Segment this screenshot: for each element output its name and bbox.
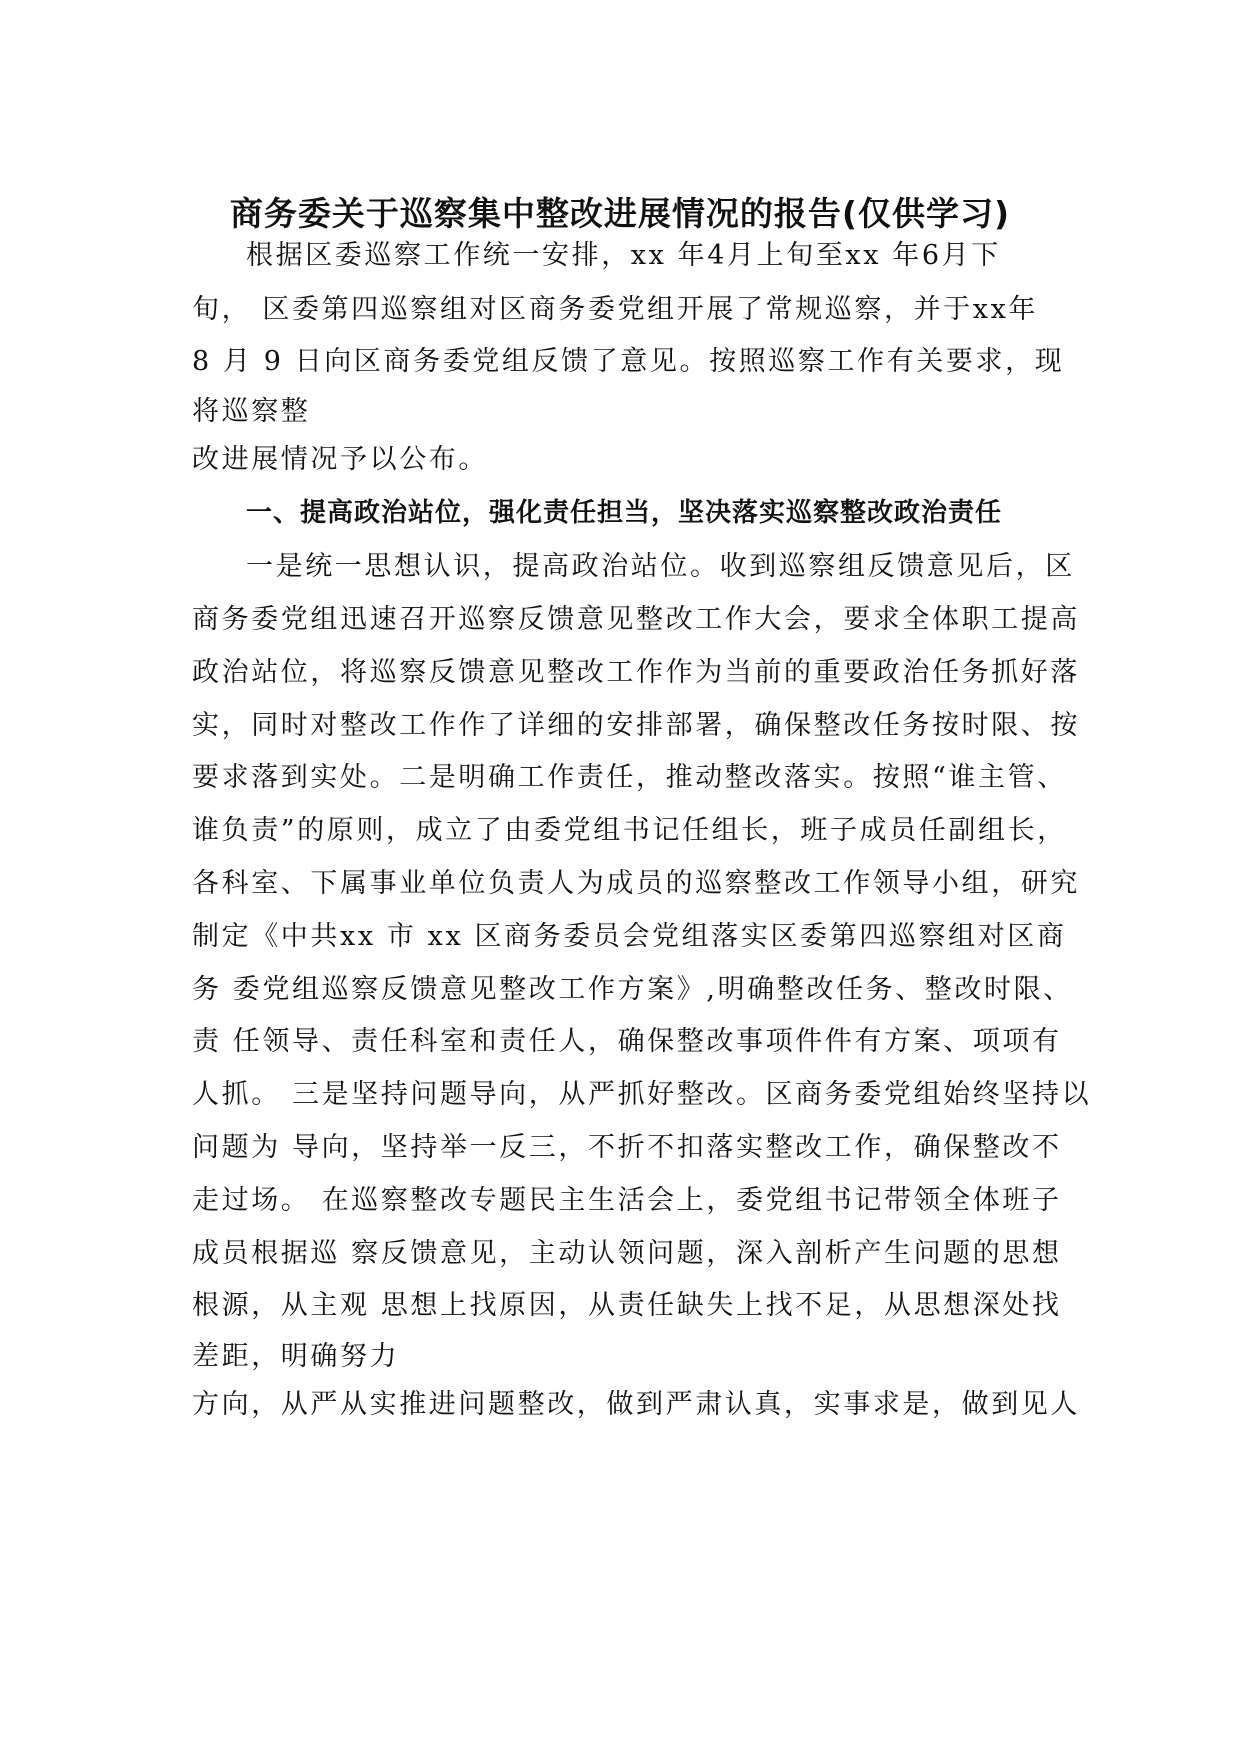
body-line-10: 责 任领导、责任科室和责任人，确保整改事项件件有方案、项项有	[192, 1026, 1062, 1057]
body-line-13: 走过场。 在巡察整改专题民主生活会上，委党组书记带领全体班子	[192, 1185, 1062, 1216]
intro-line-2: 旬， 区委第四巡察组对区商务委党组开展了常规巡察，并于xx年	[192, 294, 1039, 325]
body-line-4: 实，同时对整改工作作了详细的安排部署，确保整改任务按时限、按	[192, 710, 1080, 741]
body-line-5: 要求落到实处。二是明确工作责任，推动整改落实。按照“谁主管、	[192, 762, 1067, 793]
body-line-16: 差距，明确努力	[192, 1341, 400, 1372]
intro-line-3: 8 月 9 日向区商务委党组反馈了意见。按照巡察工作有关要求，现	[192, 346, 1065, 377]
body-line-7: 各科室、下属事业单位负责人为成员的巡察整改工作领导小组，研究	[192, 868, 1080, 899]
body-line-1: 一是统一思想认识，提高政治站位。收到巡察组反馈意见后，区	[246, 551, 1075, 582]
intro-line-4: 将巡察整	[192, 396, 311, 427]
body-line-14: 成员根据巡 察反馈意见，主动认领问题，深入剖析产生问题的思想	[192, 1238, 1062, 1269]
body-line-2: 商务委党组迅速召开巡察反馈意见整改工作大会，要求全体职工提高	[192, 604, 1080, 635]
body-line-17: 方向，从严从实推进问题整改，做到严肃认真，实事求是，做到见人	[192, 1389, 1080, 1420]
body-line-12: 问题为 导向，坚持举一反三，不折不扣落实整改工作，确保整改不	[192, 1132, 1062, 1163]
body-line-9: 务 委党组巡察反馈意见整改工作方案》,明确整改任务、整改时限、	[192, 974, 1073, 1005]
body-line-15: 根源，从主观 思想上找原因，从责任缺失上找不足，从思想深处找	[192, 1290, 1062, 1321]
body-line-6: 谁负责”的原则，成立了由委党组书记任组长，班子成员任副组长，	[192, 815, 1067, 846]
document-title: 商务委关于巡察集中整改进展情况的报告(仅供学习)	[229, 194, 1011, 233]
intro-line-5: 改进展情况予以公布。	[192, 444, 488, 475]
section-1-heading: 一、提高政治站位，强化责任担当，坚决落实巡察整改政治责任	[246, 498, 1003, 528]
body-line-8: 制定《中共xx 市 xx 区商务委员会党组落实区委第四巡察组对区商	[192, 921, 1067, 952]
intro-line-1: 根据区委巡察工作统一安排，xx 年4月上旬至xx 年6月下	[246, 240, 1001, 271]
body-line-3: 政治站位，将巡察反馈意见整改工作作为当前的重要政治任务抓好落	[192, 657, 1080, 688]
body-line-11: 人抓。 三是坚持问题导向，从严抓好整改。区商务委党组始终坚持以	[192, 1079, 1092, 1110]
